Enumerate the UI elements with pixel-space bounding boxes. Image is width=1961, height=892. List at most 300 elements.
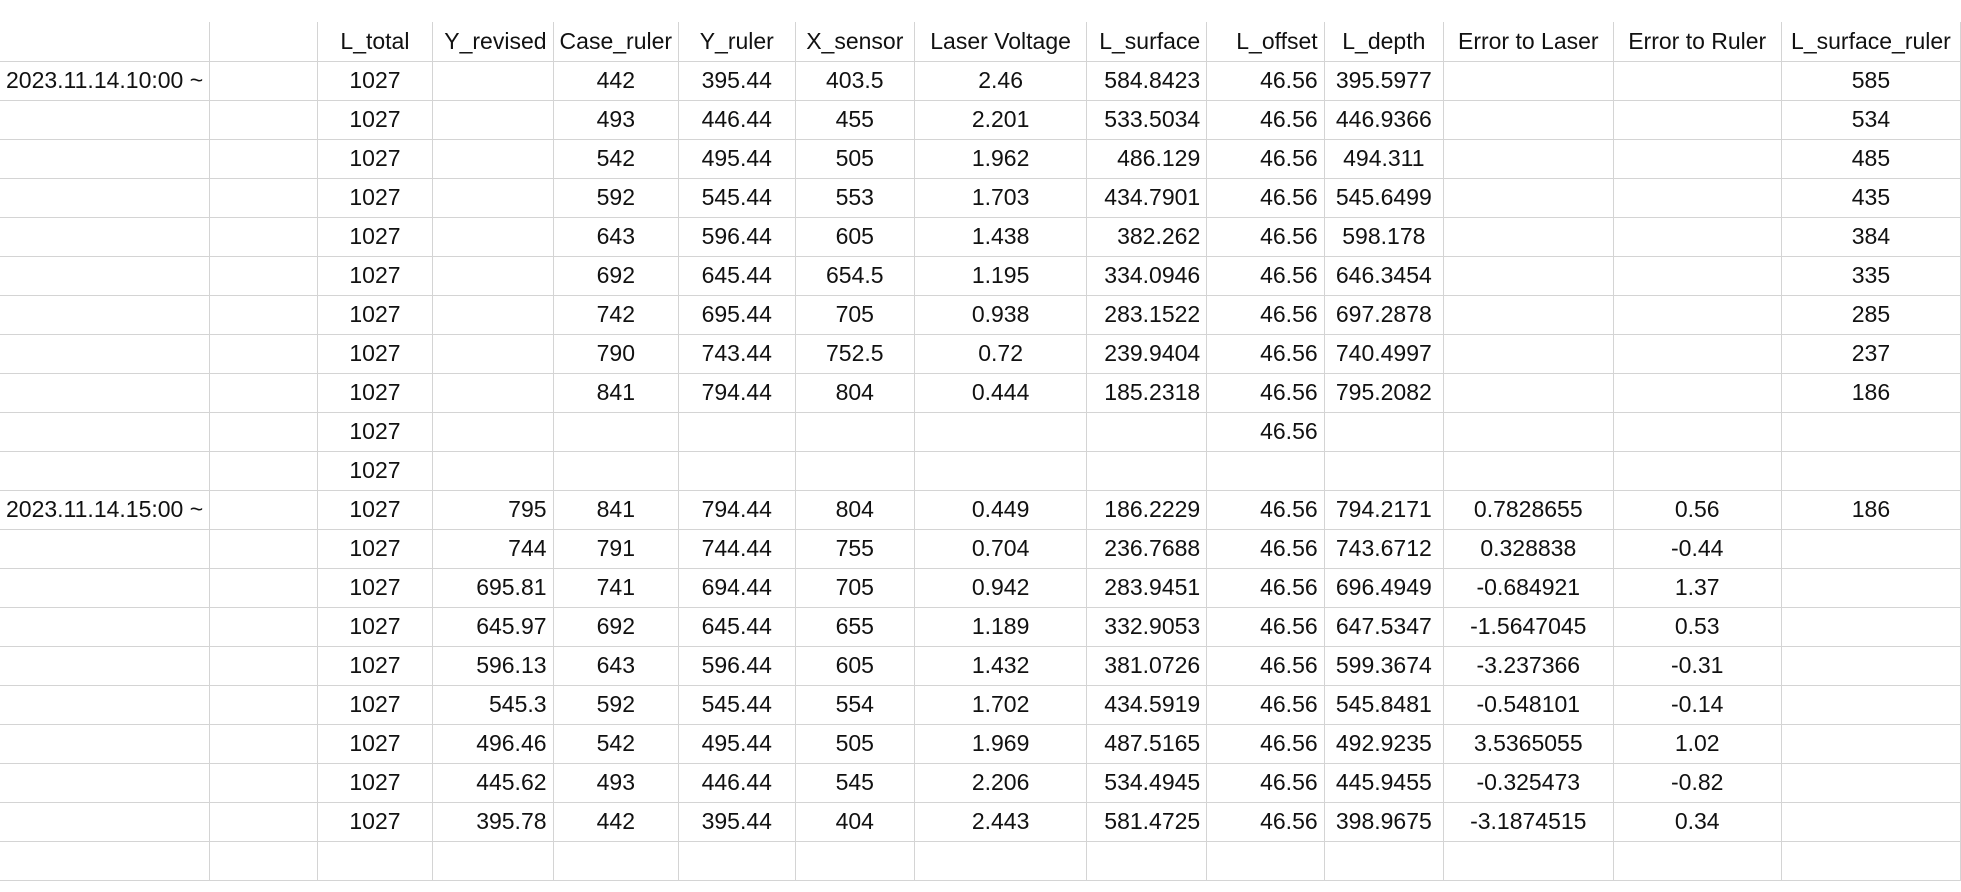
cell-l-surface-ruler[interactable] — [1781, 607, 1960, 646]
cell-l-surface[interactable]: 283.1522 — [1087, 295, 1207, 334]
cell-y-ruler[interactable]: 446.44 — [679, 100, 795, 139]
cell-l-surface[interactable]: 283.9451 — [1087, 568, 1207, 607]
cell-l-offset[interactable]: 46.56 — [1207, 256, 1324, 295]
cell-label[interactable] — [0, 763, 210, 802]
cell-label[interactable] — [0, 685, 210, 724]
cell-l-surface[interactable] — [1087, 412, 1207, 451]
cell-blank[interactable] — [210, 685, 317, 724]
cell-l-surface-ruler[interactable] — [1781, 412, 1960, 451]
cell-blank[interactable] — [210, 841, 317, 880]
cell-l-surface[interactable]: 236.7688 — [1087, 529, 1207, 568]
cell-laser-voltage[interactable]: 1.432 — [915, 646, 1087, 685]
cell-case-ruler[interactable]: 841 — [553, 490, 679, 529]
cell-l-surface[interactable]: 382.262 — [1087, 217, 1207, 256]
cell-l-total[interactable]: 1027 — [317, 802, 433, 841]
cell-y-ruler[interactable]: 596.44 — [679, 646, 795, 685]
cell-error-to-ruler[interactable] — [1613, 100, 1781, 139]
cell-l-depth[interactable] — [1324, 412, 1443, 451]
cell-y-ruler[interactable]: 545.44 — [679, 178, 795, 217]
cell-y-ruler[interactable] — [679, 451, 795, 490]
cell-l-surface-ruler[interactable]: 485 — [1781, 139, 1960, 178]
cell-y-revised[interactable]: 496.46 — [433, 724, 553, 763]
cell-l-surface[interactable]: 332.9053 — [1087, 607, 1207, 646]
cell-l-surface-ruler[interactable] — [1781, 685, 1960, 724]
cell-error-to-laser[interactable]: 0.7828655 — [1444, 490, 1614, 529]
cell-laser-voltage[interactable]: 0.444 — [915, 373, 1087, 412]
cell-y-ruler[interactable]: 395.44 — [679, 61, 795, 100]
cell-label[interactable] — [0, 217, 210, 256]
cell-l-depth[interactable]: 545.6499 — [1324, 178, 1443, 217]
cell-blank[interactable] — [210, 607, 317, 646]
cell-blank[interactable] — [210, 763, 317, 802]
cell-error-to-ruler[interactable]: 0.34 — [1613, 802, 1781, 841]
cell-error-to-laser[interactable] — [1444, 451, 1614, 490]
cell-l-surface-ruler[interactable] — [1781, 802, 1960, 841]
cell-y-ruler[interactable]: 596.44 — [679, 217, 795, 256]
cell-laser-voltage[interactable] — [915, 841, 1087, 880]
cell-l-offset[interactable]: 46.56 — [1207, 763, 1324, 802]
cell-y-revised[interactable] — [433, 61, 553, 100]
cell-l-offset[interactable]: 46.56 — [1207, 61, 1324, 100]
cell-blank[interactable] — [210, 412, 317, 451]
cell-case-ruler[interactable]: 592 — [553, 685, 679, 724]
cell-y-revised[interactable] — [433, 451, 553, 490]
cell-y-revised[interactable]: 545.3 — [433, 685, 553, 724]
cell-l-surface-ruler[interactable]: 335 — [1781, 256, 1960, 295]
cell-l-offset[interactable]: 46.56 — [1207, 607, 1324, 646]
cell-x-sensor[interactable]: 752.5 — [795, 334, 915, 373]
cell-error-to-laser[interactable] — [1444, 412, 1614, 451]
cell-label[interactable] — [0, 646, 210, 685]
cell-y-ruler[interactable]: 645.44 — [679, 256, 795, 295]
cell-blank[interactable] — [210, 334, 317, 373]
cell-label[interactable] — [0, 568, 210, 607]
cell-case-ruler[interactable]: 542 — [553, 139, 679, 178]
cell-l-depth[interactable]: 545.8481 — [1324, 685, 1443, 724]
cell-laser-voltage[interactable]: 2.206 — [915, 763, 1087, 802]
cell-case-ruler[interactable] — [553, 412, 679, 451]
cell-error-to-laser[interactable] — [1444, 373, 1614, 412]
cell-laser-voltage[interactable]: 1.189 — [915, 607, 1087, 646]
cell-l-total[interactable]: 1027 — [317, 100, 433, 139]
cell-label[interactable] — [0, 100, 210, 139]
cell-error-to-ruler[interactable] — [1613, 178, 1781, 217]
cell-y-revised[interactable] — [433, 217, 553, 256]
cell-case-ruler[interactable]: 493 — [553, 100, 679, 139]
cell-l-offset[interactable] — [1207, 451, 1324, 490]
cell-y-revised[interactable] — [433, 412, 553, 451]
cell-error-to-ruler[interactable]: -0.31 — [1613, 646, 1781, 685]
cell-y-revised[interactable] — [433, 334, 553, 373]
cell-laser-voltage[interactable]: 2.46 — [915, 61, 1087, 100]
cell-case-ruler[interactable]: 442 — [553, 61, 679, 100]
cell-l-surface[interactable]: 334.0946 — [1087, 256, 1207, 295]
cell-error-to-ruler[interactable]: 0.53 — [1613, 607, 1781, 646]
cell-l-offset[interactable]: 46.56 — [1207, 568, 1324, 607]
cell-l-surface-ruler[interactable] — [1781, 568, 1960, 607]
cell-error-to-laser[interactable] — [1444, 295, 1614, 334]
cell-l-surface-ruler[interactable]: 585 — [1781, 61, 1960, 100]
cell-label[interactable] — [0, 295, 210, 334]
cell-laser-voltage[interactable]: 1.703 — [915, 178, 1087, 217]
cell-l-depth[interactable]: 494.311 — [1324, 139, 1443, 178]
cell-x-sensor[interactable] — [795, 451, 915, 490]
cell-label[interactable] — [0, 139, 210, 178]
cell-l-surface-ruler[interactable] — [1781, 451, 1960, 490]
cell-l-depth[interactable] — [1324, 841, 1443, 880]
cell-error-to-ruler[interactable]: 1.37 — [1613, 568, 1781, 607]
cell-l-total[interactable]: 1027 — [317, 451, 433, 490]
cell-y-revised[interactable] — [433, 256, 553, 295]
cell-l-depth[interactable]: 599.3674 — [1324, 646, 1443, 685]
cell-case-ruler[interactable]: Case_ruler — [553, 22, 679, 61]
cell-y-ruler[interactable]: 495.44 — [679, 139, 795, 178]
cell-l-depth[interactable]: 395.5977 — [1324, 61, 1443, 100]
cell-y-ruler[interactable]: 495.44 — [679, 724, 795, 763]
cell-error-to-laser[interactable]: 3.5365055 — [1444, 724, 1614, 763]
cell-error-to-ruler[interactable] — [1613, 451, 1781, 490]
cell-l-offset[interactable]: 46.56 — [1207, 178, 1324, 217]
cell-label[interactable] — [0, 256, 210, 295]
cell-l-total[interactable]: 1027 — [317, 256, 433, 295]
cell-error-to-laser[interactable] — [1444, 100, 1614, 139]
cell-x-sensor[interactable] — [795, 841, 915, 880]
cell-error-to-ruler[interactable] — [1613, 373, 1781, 412]
cell-l-total[interactable] — [317, 841, 433, 880]
cell-error-to-laser[interactable]: -3.237366 — [1444, 646, 1614, 685]
cell-error-to-ruler[interactable]: 0.56 — [1613, 490, 1781, 529]
cell-l-surface[interactable]: 186.2229 — [1087, 490, 1207, 529]
cell-y-ruler[interactable]: 446.44 — [679, 763, 795, 802]
cell-l-surface[interactable]: 434.7901 — [1087, 178, 1207, 217]
cell-label[interactable]: 2023.11.14.10:00 ~ — [0, 61, 210, 100]
cell-x-sensor[interactable]: 804 — [795, 490, 915, 529]
cell-x-sensor[interactable]: 545 — [795, 763, 915, 802]
cell-error-to-laser[interactable]: -0.325473 — [1444, 763, 1614, 802]
cell-error-to-ruler[interactable] — [1613, 217, 1781, 256]
cell-l-offset[interactable]: 46.56 — [1207, 490, 1324, 529]
cell-laser-voltage[interactable]: 0.704 — [915, 529, 1087, 568]
cell-l-offset[interactable]: 46.56 — [1207, 334, 1324, 373]
cell-y-revised[interactable]: 596.13 — [433, 646, 553, 685]
cell-l-surface[interactable]: L_surface — [1087, 22, 1207, 61]
cell-case-ruler[interactable] — [553, 841, 679, 880]
cell-blank[interactable] — [210, 529, 317, 568]
cell-l-total[interactable]: 1027 — [317, 178, 433, 217]
cell-l-depth[interactable]: 598.178 — [1324, 217, 1443, 256]
cell-l-surface[interactable]: 584.8423 — [1087, 61, 1207, 100]
cell-y-revised[interactable]: 795 — [433, 490, 553, 529]
cell-error-to-laser[interactable]: -0.684921 — [1444, 568, 1614, 607]
cell-case-ruler[interactable]: 791 — [553, 529, 679, 568]
cell-x-sensor[interactable]: 655 — [795, 607, 915, 646]
cell-y-ruler[interactable]: 545.44 — [679, 685, 795, 724]
cell-l-offset[interactable]: 46.56 — [1207, 802, 1324, 841]
cell-l-offset[interactable]: 46.56 — [1207, 139, 1324, 178]
cell-error-to-ruler[interactable]: -0.14 — [1613, 685, 1781, 724]
cell-x-sensor[interactable]: 554 — [795, 685, 915, 724]
cell-error-to-laser[interactable]: -0.548101 — [1444, 685, 1614, 724]
cell-laser-voltage[interactable]: 1.702 — [915, 685, 1087, 724]
cell-l-depth[interactable]: 445.9455 — [1324, 763, 1443, 802]
cell-l-depth[interactable]: 398.9675 — [1324, 802, 1443, 841]
cell-l-surface-ruler[interactable]: 384 — [1781, 217, 1960, 256]
cell-label[interactable] — [0, 373, 210, 412]
cell-x-sensor[interactable]: 705 — [795, 295, 915, 334]
cell-l-surface[interactable]: 381.0726 — [1087, 646, 1207, 685]
cell-case-ruler[interactable]: 692 — [553, 256, 679, 295]
cell-x-sensor[interactable]: 705 — [795, 568, 915, 607]
cell-error-to-ruler[interactable]: Error to Ruler — [1613, 22, 1781, 61]
cell-case-ruler[interactable]: 643 — [553, 646, 679, 685]
cell-l-offset[interactable]: 46.56 — [1207, 373, 1324, 412]
cell-y-revised[interactable] — [433, 100, 553, 139]
cell-blank[interactable] — [210, 22, 317, 61]
cell-l-depth[interactable]: 646.3454 — [1324, 256, 1443, 295]
cell-l-depth[interactable]: 795.2082 — [1324, 373, 1443, 412]
cell-blank[interactable] — [210, 256, 317, 295]
cell-error-to-laser[interactable] — [1444, 139, 1614, 178]
cell-l-total[interactable]: 1027 — [317, 490, 433, 529]
cell-label[interactable] — [0, 334, 210, 373]
cell-l-surface-ruler[interactable]: 186 — [1781, 490, 1960, 529]
cell-label[interactable] — [0, 802, 210, 841]
cell-l-total[interactable]: 1027 — [317, 334, 433, 373]
cell-y-revised[interactable] — [433, 178, 553, 217]
cell-blank[interactable] — [210, 217, 317, 256]
cell-l-surface-ruler[interactable]: 435 — [1781, 178, 1960, 217]
cell-l-surface-ruler[interactable] — [1781, 646, 1960, 685]
cell-l-total[interactable]: 1027 — [317, 295, 433, 334]
cell-y-ruler[interactable]: 694.44 — [679, 568, 795, 607]
cell-case-ruler[interactable]: 643 — [553, 217, 679, 256]
cell-x-sensor[interactable] — [795, 412, 915, 451]
cell-y-revised[interactable]: 445.62 — [433, 763, 553, 802]
cell-y-revised[interactable]: 395.78 — [433, 802, 553, 841]
cell-blank[interactable] — [210, 61, 317, 100]
cell-y-ruler[interactable]: 794.44 — [679, 373, 795, 412]
cell-l-surface-ruler[interactable]: 237 — [1781, 334, 1960, 373]
cell-l-depth[interactable] — [1324, 451, 1443, 490]
cell-blank[interactable] — [210, 100, 317, 139]
cell-x-sensor[interactable]: 505 — [795, 139, 915, 178]
cell-laser-voltage[interactable]: 0.942 — [915, 568, 1087, 607]
cell-l-depth[interactable]: L_depth — [1324, 22, 1443, 61]
cell-case-ruler[interactable]: 692 — [553, 607, 679, 646]
cell-l-offset[interactable]: 46.56 — [1207, 685, 1324, 724]
cell-laser-voltage[interactable]: 0.938 — [915, 295, 1087, 334]
cell-x-sensor[interactable]: 755 — [795, 529, 915, 568]
cell-case-ruler[interactable]: 741 — [553, 568, 679, 607]
cell-error-to-laser[interactable] — [1444, 217, 1614, 256]
cell-l-depth[interactable]: 697.2878 — [1324, 295, 1443, 334]
cell-l-total[interactable]: 1027 — [317, 373, 433, 412]
cell-label[interactable] — [0, 529, 210, 568]
cell-label[interactable] — [0, 178, 210, 217]
cell-case-ruler[interactable]: 442 — [553, 802, 679, 841]
cell-l-total[interactable]: 1027 — [317, 61, 433, 100]
cell-y-revised[interactable]: 695.81 — [433, 568, 553, 607]
cell-y-revised[interactable] — [433, 841, 553, 880]
cell-error-to-ruler[interactable] — [1613, 334, 1781, 373]
cell-blank[interactable] — [210, 451, 317, 490]
cell-l-depth[interactable]: 647.5347 — [1324, 607, 1443, 646]
cell-y-revised[interactable] — [433, 373, 553, 412]
cell-error-to-laser[interactable] — [1444, 61, 1614, 100]
cell-l-total[interactable]: 1027 — [317, 685, 433, 724]
cell-l-surface[interactable]: 486.129 — [1087, 139, 1207, 178]
cell-x-sensor[interactable]: 404 — [795, 802, 915, 841]
cell-y-ruler[interactable]: 743.44 — [679, 334, 795, 373]
cell-laser-voltage[interactable] — [915, 451, 1087, 490]
cell-error-to-laser[interactable]: 0.328838 — [1444, 529, 1614, 568]
cell-l-surface[interactable]: 487.5165 — [1087, 724, 1207, 763]
cell-error-to-laser[interactable] — [1444, 256, 1614, 295]
cell-case-ruler[interactable]: 542 — [553, 724, 679, 763]
cell-y-ruler[interactable] — [679, 412, 795, 451]
cell-laser-voltage[interactable]: 0.449 — [915, 490, 1087, 529]
cell-l-depth[interactable]: 492.9235 — [1324, 724, 1443, 763]
cell-l-surface-ruler[interactable]: 186 — [1781, 373, 1960, 412]
cell-l-total[interactable]: 1027 — [317, 139, 433, 178]
cell-error-to-ruler[interactable]: -0.82 — [1613, 763, 1781, 802]
cell-laser-voltage[interactable]: Laser Voltage — [915, 22, 1087, 61]
cell-y-ruler[interactable]: 695.44 — [679, 295, 795, 334]
cell-x-sensor[interactable]: 804 — [795, 373, 915, 412]
cell-case-ruler[interactable]: 742 — [553, 295, 679, 334]
cell-l-surface-ruler[interactable] — [1781, 841, 1960, 880]
cell-l-total[interactable]: 1027 — [317, 763, 433, 802]
cell-error-to-laser[interactable] — [1444, 841, 1614, 880]
cell-error-to-laser[interactable]: Error to Laser — [1444, 22, 1614, 61]
cell-blank[interactable] — [210, 646, 317, 685]
cell-y-revised[interactable] — [433, 139, 553, 178]
cell-case-ruler[interactable]: 841 — [553, 373, 679, 412]
cell-l-offset[interactable] — [1207, 841, 1324, 880]
cell-error-to-ruler[interactable]: -0.44 — [1613, 529, 1781, 568]
cell-l-total[interactable]: 1027 — [317, 607, 433, 646]
cell-y-ruler[interactable]: 645.44 — [679, 607, 795, 646]
cell-error-to-ruler[interactable] — [1613, 295, 1781, 334]
cell-x-sensor[interactable]: 654.5 — [795, 256, 915, 295]
cell-l-depth[interactable]: 696.4949 — [1324, 568, 1443, 607]
cell-y-revised[interactable]: 744 — [433, 529, 553, 568]
cell-laser-voltage[interactable]: 1.962 — [915, 139, 1087, 178]
cell-l-offset[interactable]: 46.56 — [1207, 217, 1324, 256]
cell-error-to-laser[interactable] — [1444, 178, 1614, 217]
cell-blank[interactable] — [210, 724, 317, 763]
cell-label[interactable] — [0, 607, 210, 646]
cell-l-surface-ruler[interactable] — [1781, 724, 1960, 763]
cell-l-surface[interactable]: 534.4945 — [1087, 763, 1207, 802]
cell-l-offset[interactable]: L_offset — [1207, 22, 1324, 61]
cell-l-surface[interactable]: 185.2318 — [1087, 373, 1207, 412]
cell-l-total[interactable]: 1027 — [317, 646, 433, 685]
cell-y-revised[interactable]: Y_revised — [433, 22, 553, 61]
cell-l-depth[interactable]: 794.2171 — [1324, 490, 1443, 529]
cell-l-depth[interactable]: 446.9366 — [1324, 100, 1443, 139]
cell-label[interactable] — [0, 724, 210, 763]
cell-laser-voltage[interactable] — [915, 412, 1087, 451]
cell-l-total[interactable]: 1027 — [317, 412, 433, 451]
cell-label[interactable]: 2023.11.14.15:00 ~ — [0, 490, 210, 529]
cell-error-to-ruler[interactable]: 1.02 — [1613, 724, 1781, 763]
cell-laser-voltage[interactable]: 1.438 — [915, 217, 1087, 256]
cell-laser-voltage[interactable]: 2.201 — [915, 100, 1087, 139]
cell-error-to-ruler[interactable] — [1613, 841, 1781, 880]
cell-l-offset[interactable]: 46.56 — [1207, 100, 1324, 139]
cell-blank[interactable] — [210, 295, 317, 334]
cell-laser-voltage[interactable]: 1.195 — [915, 256, 1087, 295]
cell-blank[interactable] — [210, 490, 317, 529]
cell-x-sensor[interactable]: 403.5 — [795, 61, 915, 100]
cell-y-revised[interactable]: 645.97 — [433, 607, 553, 646]
cell-l-surface-ruler[interactable]: 534 — [1781, 100, 1960, 139]
cell-l-surface-ruler[interactable]: 285 — [1781, 295, 1960, 334]
cell-l-surface-ruler[interactable] — [1781, 763, 1960, 802]
cell-label[interactable] — [0, 412, 210, 451]
cell-x-sensor[interactable]: 505 — [795, 724, 915, 763]
cell-l-surface[interactable]: 434.5919 — [1087, 685, 1207, 724]
cell-error-to-ruler[interactable] — [1613, 139, 1781, 178]
cell-error-to-ruler[interactable] — [1613, 61, 1781, 100]
cell-label[interactable] — [0, 22, 210, 61]
cell-error-to-laser[interactable]: -3.1874515 — [1444, 802, 1614, 841]
cell-error-to-laser[interactable] — [1444, 334, 1614, 373]
cell-blank[interactable] — [210, 178, 317, 217]
cell-x-sensor[interactable]: 605 — [795, 646, 915, 685]
cell-l-surface[interactable] — [1087, 841, 1207, 880]
cell-label[interactable] — [0, 451, 210, 490]
cell-l-offset[interactable]: 46.56 — [1207, 646, 1324, 685]
cell-error-to-laser[interactable]: -1.5647045 — [1444, 607, 1614, 646]
cell-l-surface[interactable]: 581.4725 — [1087, 802, 1207, 841]
cell-l-offset[interactable]: 46.56 — [1207, 529, 1324, 568]
cell-laser-voltage[interactable]: 1.969 — [915, 724, 1087, 763]
cell-l-total[interactable]: 1027 — [317, 724, 433, 763]
cell-error-to-ruler[interactable] — [1613, 256, 1781, 295]
cell-label[interactable] — [0, 841, 210, 880]
cell-l-surface-ruler[interactable] — [1781, 529, 1960, 568]
cell-l-total[interactable]: 1027 — [317, 529, 433, 568]
cell-blank[interactable] — [210, 568, 317, 607]
cell-l-surface[interactable]: 239.9404 — [1087, 334, 1207, 373]
cell-l-depth[interactable]: 740.4997 — [1324, 334, 1443, 373]
cell-l-total[interactable]: 1027 — [317, 568, 433, 607]
cell-l-total[interactable]: L_total — [317, 22, 433, 61]
cell-l-surface-ruler[interactable]: L_surface_ruler — [1781, 22, 1960, 61]
cell-case-ruler[interactable]: 592 — [553, 178, 679, 217]
cell-y-ruler[interactable]: Y_ruler — [679, 22, 795, 61]
cell-y-ruler[interactable]: 395.44 — [679, 802, 795, 841]
cell-case-ruler[interactable] — [553, 451, 679, 490]
cell-error-to-ruler[interactable] — [1613, 412, 1781, 451]
cell-l-total[interactable]: 1027 — [317, 217, 433, 256]
cell-blank[interactable] — [210, 373, 317, 412]
cell-x-sensor[interactable]: 455 — [795, 100, 915, 139]
cell-l-surface[interactable]: 533.5034 — [1087, 100, 1207, 139]
cell-l-surface[interactable] — [1087, 451, 1207, 490]
cell-x-sensor[interactable]: 605 — [795, 217, 915, 256]
cell-y-ruler[interactable] — [679, 841, 795, 880]
cell-x-sensor[interactable]: X_sensor — [795, 22, 915, 61]
cell-l-offset[interactable]: 46.56 — [1207, 724, 1324, 763]
cell-y-ruler[interactable]: 794.44 — [679, 490, 795, 529]
cell-y-ruler[interactable]: 744.44 — [679, 529, 795, 568]
cell-case-ruler[interactable]: 493 — [553, 763, 679, 802]
cell-l-offset[interactable]: 46.56 — [1207, 295, 1324, 334]
cell-y-revised[interactable] — [433, 295, 553, 334]
